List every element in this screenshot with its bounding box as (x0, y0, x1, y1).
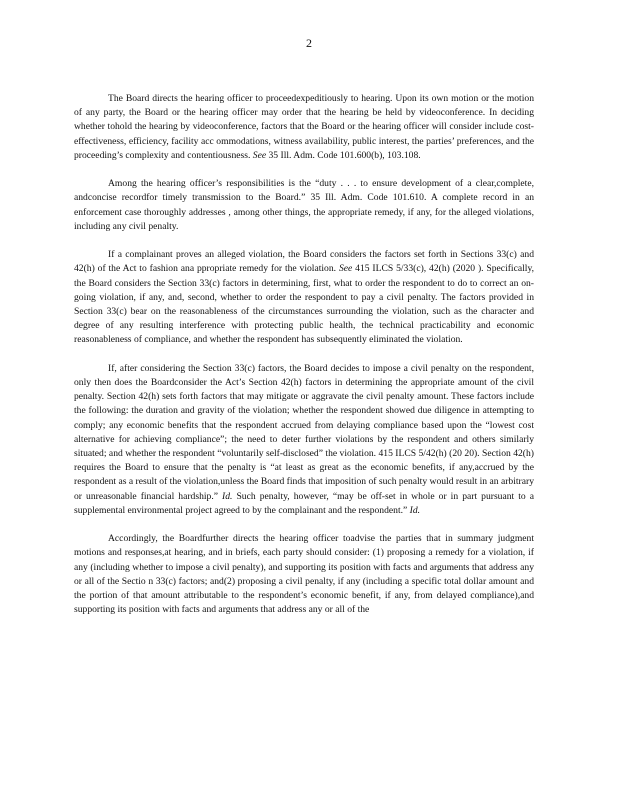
paragraph-text: Such penalty, however, “may be off-set in whole or in part pursuant to a supplemental environmental project agreed to by the complainant and the respondent.” (74, 490, 534, 516)
paragraph-text: Accordingly, the Boardfurther directs the hearing officer toadvise the parties that in summary judgment motions and responses,at hearing, and in briefs, each party should consider: (1) proposing a remedy for a violation, if any (including whether to impose a civil penalty), and supporting its position with facts and arguments that address any or all of the Sectio n 33(c) factors; and(2) proposing a civil penalty, if any (including a specific total dollar amount and the portion of that amount attributable to the respondent’s economic benefit, if any, from delayed compliance),and supporting its position with facts and arguments that address any or all of the (74, 533, 534, 616)
paragraph-party-advisement (74, 532, 534, 617)
page-number: 2 (306, 36, 312, 50)
paragraph-text: If a complainant proves an alleged violation, the Board considers the factors set forth in Sections 33(c) and 42(h) of the Act to fashion ana ppropriate remedy for the violation. (74, 249, 534, 275)
paragraph-section-33c-factors (74, 248, 534, 347)
document-body (74, 92, 534, 617)
paragraph-hearing-directive (74, 92, 534, 163)
paragraph-hearing-officer-duties (74, 177, 534, 234)
citation-signal: Id. (409, 504, 421, 516)
paragraph-text: 415 ILCS 5/33(c), 42(h) (2020 ). Specifically, the Board considers the Section 33(c) factors in determining, first, what to order the respondent to do to correct an on-going violation, if any, and, second, whether to order the respondent to pay a civil penalty. The factors provided in Section 33(c) bear on the reasonableness of the circumstances surrounding the violation, such as the character and degree of any resulting interference with protecting public health, the technical practicability and economic reasonableness of compliance, and whether the respondent has subsequently eliminated the violation. (74, 263, 535, 346)
paragraph-text: If, after considering the Section 33(c) factors, the Board decides to impose a civil penalty on the respondent, only then does the Boardconsider the Act’s Section 42(h) factors in determining the appropriate amount of the civil penalty. Section 42(h) sets forth factors that may mitigate or aggravate the civil penalty amount. These factors include the following: the duration and gravity of the violation; whether the respondent showed due diligence in attempting to comply; any economic benefits that the respondent accrued from delaying compliance based upon the “lowest cost alternative for achieving compliance”; the need to deter further violations by the respondent and others similarly situated; and whether the respondent “voluntarily self-disclosed” the violation. 415 ILCS 5/42(h) (20 20). Section 42(h) requires the Board to ensure that the penalty is “at least as great as the economic benefits, if any,accrued by the respondent as a result of the violation,unless the Board finds that imposition of such penalty would result in an arbitrary or unreasonable financial hardship.” (74, 362, 534, 502)
citation-signal: See (338, 263, 353, 275)
paragraph-section-42h-factors (74, 362, 534, 518)
paragraph-text: Among the hearing officer’s responsibilities is the “duty . . . to ensure development of a clear,complete, andconcise recordfor timely transmission to the Board.” 35 Ill. Adm. Code 101.610. A complete record in an enforcement case thoroughly addresses , among other things, the appropriate remedy, if any, for the alleged violations, including any civil penalty. (74, 178, 534, 232)
paragraph-text: The Board directs the hearing officer to proceedexpeditiously to hearing. Upon its own motion or the motion of any party, the Board or the hearing officer may order that the hearing be held by videoconference. In deciding whether tohold the hearing by videoconference, factors that the Board or the hearing officer will consider include cost-effectiveness, efficiency, facility acc ommodations, witness availability, public interest, the parties’ preferences, and the proceeding’s complexity and contentiousness. (74, 93, 534, 161)
citation-signal: Id. (222, 490, 233, 502)
paragraph-text: 35 Ill. Adm. Code 101.600(b), 103.108. (266, 149, 421, 161)
citation-signal: See (252, 149, 267, 161)
